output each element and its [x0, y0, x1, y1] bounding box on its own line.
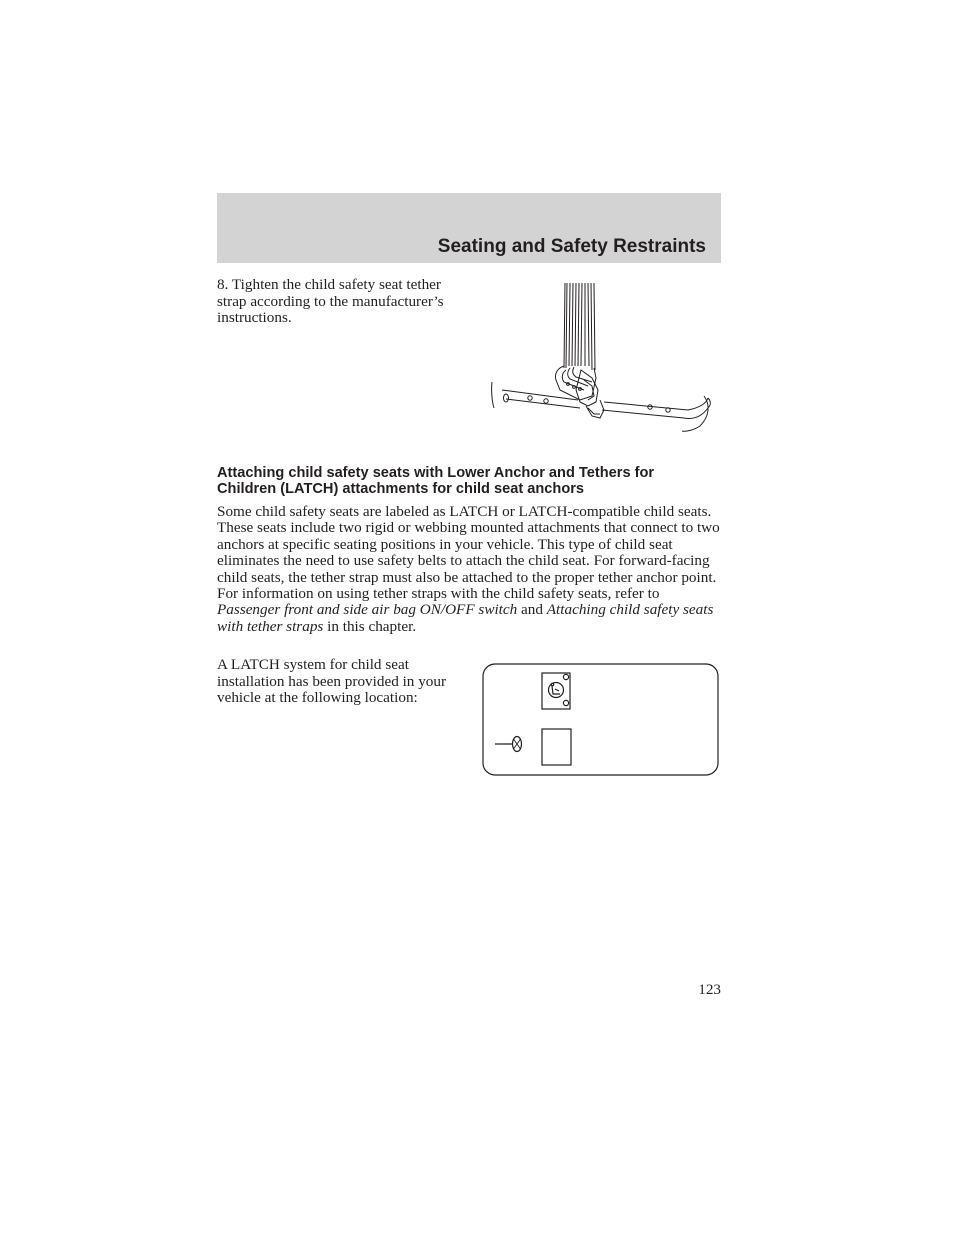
section-heading-line-1: Attaching child safety seats with Lower Anchor and Tethers for: [217, 465, 655, 481]
step-8-text: 8. Tighten the child safety seat tether strap according to the manufacturer’s instructions.: [217, 276, 444, 327]
header-band: [217, 193, 721, 263]
tether-strap-illustration: [488, 278, 720, 438]
section-heading: [217, 465, 727, 498]
latch-description-paragraph: [217, 504, 723, 635]
cross-reference-tether-straps: Attaching child safety seats with tether straps: [217, 601, 714, 635]
latch-location-text: A LATCH system for child seat installation has been provided in your vehicle at the following location:: [217, 656, 447, 707]
latch-location-diagram: [481, 662, 720, 778]
section-heading-line-2: Children (LATCH) attachments for child seat anchors: [217, 481, 585, 498]
paragraph-text-3: in this chapter.: [323, 617, 417, 635]
page-title: Seating and Safety Restraints: [437, 236, 706, 257]
paragraph-text-1: Some child safety seats are labeled as LATCH or LATCH-compatible child seats. These seats include two rigid or webbing mounted attachments that connect to two anchors at specific seating positions in your vehicle. This type of child seat eliminates the need to use safety belts to attach the child seat. For forward-facing child seats, the tether strap must also be attached to the proper tether anchor point. For information on using tether straps with the child safety seats, refer to: [217, 503, 720, 603]
cross-reference-airbag-switch: Passenger front and side air bag ON/OFF switch: [217, 601, 518, 619]
paragraph-text-2: and: [517, 601, 547, 619]
page-number: 123: [698, 981, 721, 998]
